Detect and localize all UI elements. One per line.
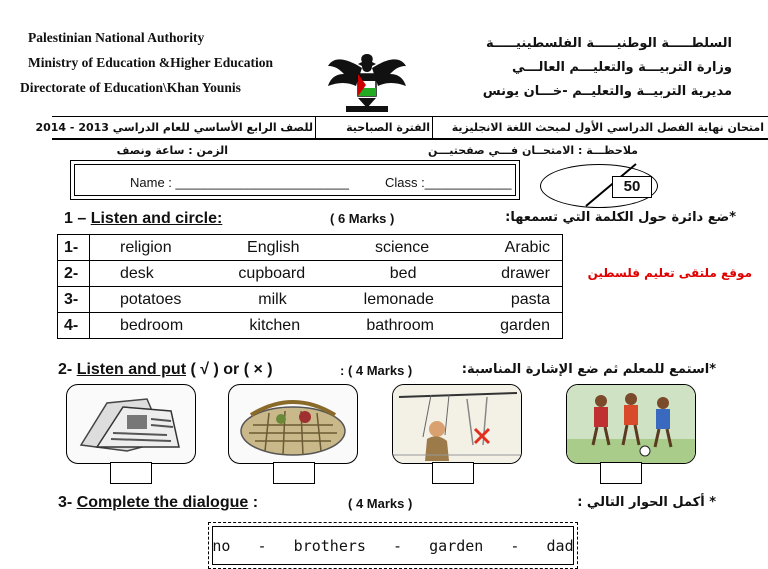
exam-note: ملاحظـــة : الامتحــان فـــي صفحتيـــن: [428, 144, 638, 157]
word-option[interactable]: desk: [120, 264, 154, 282]
total-marks-value: 50: [612, 176, 652, 198]
row-number: 4-: [58, 313, 90, 339]
newspaper-icon: [67, 385, 196, 464]
answer-box-2[interactable]: [273, 462, 315, 484]
exam-grade: للصف الرابع الأساسي للعام الدراسي 2013 - 2014: [35, 121, 313, 134]
q3-word-bank: [208, 522, 578, 569]
q2-marks: : ( 4 Marks ): [340, 363, 413, 378]
q3-title: Complete the dialogue: [76, 494, 249, 511]
picture-swing: [392, 384, 522, 464]
exam-shift: الفترة الصباحية: [346, 121, 430, 134]
answer-box-4[interactable]: [600, 462, 642, 484]
picture-football: [566, 384, 696, 464]
q3-number: 3-: [58, 494, 73, 511]
word-option[interactable]: pasta: [510, 290, 550, 308]
basket-icon: [229, 385, 358, 464]
q1-arabic-instruction: *ضع دائرة حول الكلمة التي تسمعها:: [505, 210, 736, 225]
q1-marks: ( 6 Marks ): [330, 211, 395, 226]
answer-box-3[interactable]: [432, 462, 474, 484]
picture-basket: [228, 384, 358, 464]
word-option[interactable]: bedroom: [120, 316, 184, 334]
header-en-line2: Ministry of Education &Higher Education: [28, 55, 274, 70]
q2-arabic-instruction: *استمع للمعلم ثم ضع الإشارة المناسبة:: [461, 362, 716, 377]
word-bank-words: no - brothers - garden - dad: [212, 536, 574, 555]
word-option[interactable]: potatoes: [120, 290, 182, 308]
word-option[interactable]: lemonade: [363, 290, 434, 308]
header-en-line1: Palestinian National Authority: [28, 30, 205, 45]
exam-title: امتحان نهاية الفصل الدراسي الأول لمبحث اللغة الانجليزية: [451, 121, 764, 134]
swing-icon: [393, 385, 522, 464]
word-option[interactable]: milk: [258, 290, 287, 308]
site-watermark-label: موقع ملتقى تعليم فلسطين: [587, 266, 752, 280]
exam-time: الزمن : ساعة ونصف: [116, 144, 228, 157]
word-option[interactable]: religion: [120, 238, 172, 256]
q2-title: Listen and put: [76, 361, 187, 378]
table-row: [58, 313, 563, 339]
table-row: [58, 235, 563, 261]
row-number: 3-: [58, 287, 90, 313]
student-info-box: [70, 160, 520, 200]
header-ar-line3: مديرية التربيــة والتعليــم -خـــان يونس: [482, 84, 732, 99]
word-option[interactable]: drawer: [501, 264, 550, 282]
header-en-line3: Directorate of Education\Khan Younis: [20, 80, 241, 95]
answer-box-1[interactable]: [110, 462, 152, 484]
word-option[interactable]: bed: [389, 264, 417, 282]
word-option[interactable]: bathroom: [366, 316, 434, 334]
q3-heading: [58, 494, 258, 512]
q3-colon: :: [252, 494, 259, 511]
q1-word-table: [57, 234, 563, 339]
word-option[interactable]: science: [374, 238, 430, 256]
row-number: 2-: [58, 261, 90, 287]
exam-info-bar: [35, 116, 768, 140]
table-row: [58, 261, 563, 287]
header-ar-line2: وزارة التربيـــة والتعليـــم العالـــي: [511, 60, 732, 75]
name-field[interactable]: Name : ________________________: [130, 175, 350, 190]
q2-symbols: ( √ ) or ( × ): [190, 361, 273, 378]
word-option[interactable]: English: [247, 238, 300, 256]
football-players-icon: [567, 385, 696, 464]
q1-number: 1 –: [64, 210, 87, 227]
q2-number: 2-: [58, 361, 73, 378]
q2-heading: [58, 361, 273, 379]
q1-title: Listen and circle:: [90, 210, 223, 227]
word-option[interactable]: cupboard: [238, 264, 306, 282]
word-option[interactable]: kitchen: [249, 316, 301, 334]
header-ar-line1: السلطـــــة الوطنيـــــة الفلسطينيـــــة: [485, 36, 732, 51]
row-number: 1-: [58, 235, 90, 261]
word-option[interactable]: Arabic: [504, 238, 550, 256]
class-field[interactable]: Class :____________: [385, 175, 512, 190]
q1-heading: [64, 210, 222, 228]
q3-arabic-instruction: * أكمل الحوار التالي :: [577, 495, 716, 510]
eagle-emblem-icon: [322, 40, 412, 114]
picture-newspaper: [66, 384, 196, 464]
table-row: [58, 287, 563, 313]
q3-marks: ( 4 Marks ): [348, 496, 413, 511]
word-option[interactable]: garden: [500, 316, 550, 334]
